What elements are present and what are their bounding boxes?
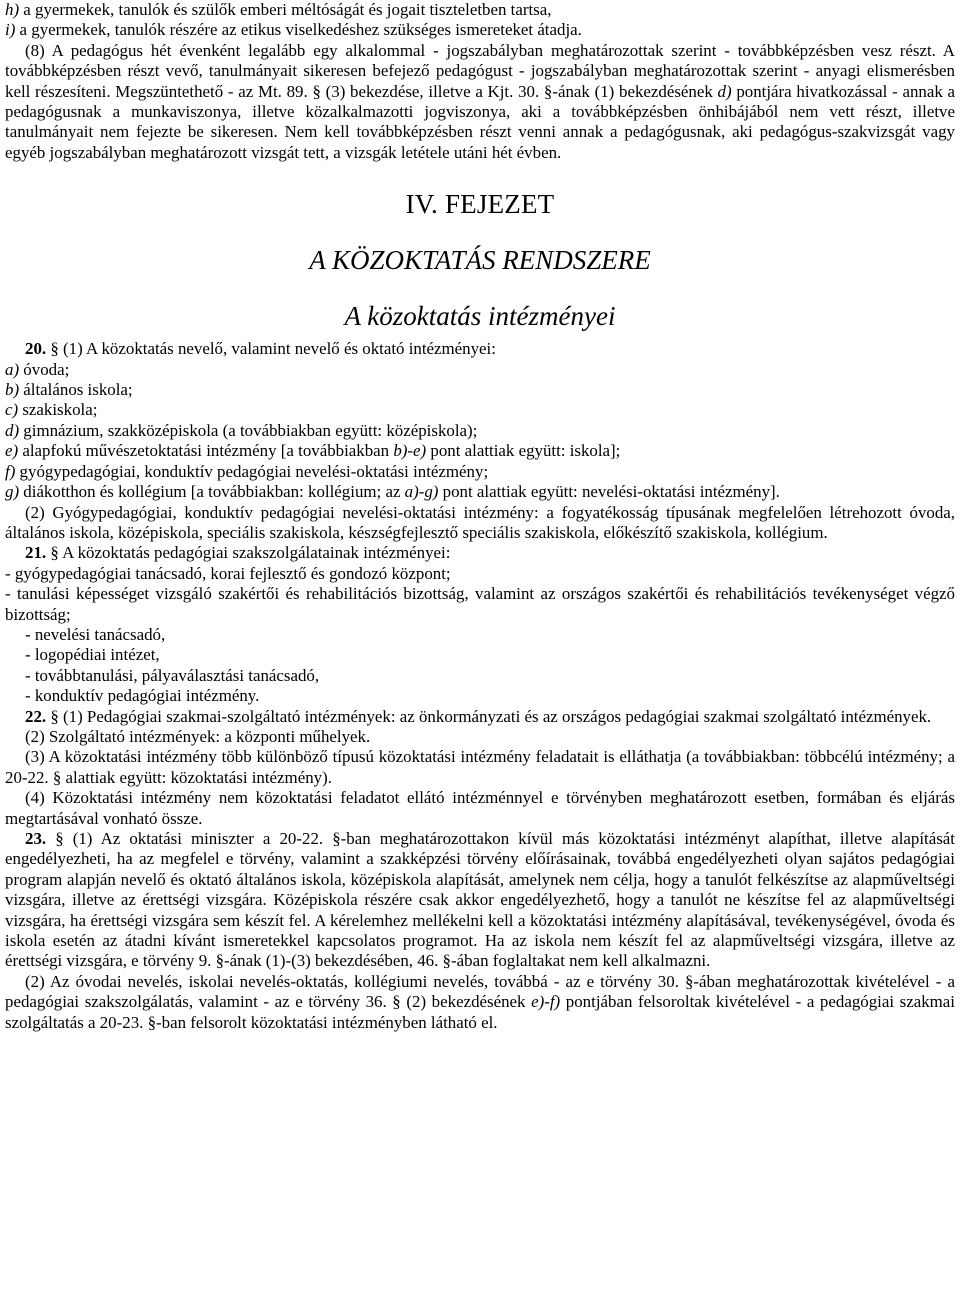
item-letter: a) — [5, 359, 20, 379]
section-20-paragraph-2: (2) Gyógypedagógiai, konduktív pedagógiai nevelési-oktatási intézmény: a fogyatékosság típusának megfelelően létrehozott óvoda, általános iskola, középiskola, speciális szakiskola, készségfejlesztő speciális szakiskola, előkészítő szakiskola, kollégium. — [5, 502, 955, 542]
item-letter: f) — [5, 461, 16, 481]
section-20-intro — [5, 339, 955, 359]
section-text: § A közoktatás pedagógiai szakszolgálatainak intézményei: — [46, 543, 451, 563]
chapter-heading: IV. FEJEZET — [405, 189, 555, 220]
list-item: - gyógypedagógiai tanácsadó, korai fejlesztő és gondozó központ; — [5, 563, 451, 583]
item-letter: b) — [5, 380, 20, 400]
item-text: diákotthon és kollégium [a továbbiakban: kollégium; az — [19, 482, 405, 502]
item-letter: c) — [5, 400, 19, 420]
list-item: - konduktív pedagógiai intézmény. — [25, 686, 260, 706]
section-text: pontjában felsoroltak kivételével - a pedagógiai szakmai szolgáltatás a 20-23. §-ban felsorolt közoktatási intézményben látható el. — [5, 992, 955, 1032]
list-item — [5, 360, 955, 380]
list-item: - tanulási képességet vizsgáló szakértői és rehabilitációs bizottság, valamint az országos szakértői és rehabilitációs tevékenységet végző bizottság; — [5, 584, 955, 624]
item-text: a gyermekek, tanulók részére az etikus viselkedéshez szükséges ismereteket átadja. — [15, 20, 582, 40]
section-22-paragraph-4: (4) Közoktatási intézmény nem közoktatási feladatot ellátó intézménnyel e törvényben meghatározott esetben, formában és eljárás megtartásával vonható össze. — [5, 788, 955, 828]
section-number: 23. — [25, 829, 47, 848]
section-22-paragraph-2: (2) Szolgáltató intézmények: a központi műhelyek. — [25, 726, 371, 746]
item-text: szakiskola; — [18, 400, 98, 420]
list-item-i — [5, 20, 955, 40]
item-text: óvoda; — [19, 359, 70, 379]
item-text: általános iskola; — [19, 380, 133, 400]
list-item: - nevelési tanácsadó, — [25, 624, 166, 644]
item-letter: g) — [5, 482, 20, 502]
item-text: pont alattiak együtt: iskola]; — [426, 441, 621, 461]
item-text: pont alattiak együtt: nevelési-oktatási intézmény]. — [438, 482, 780, 502]
item-text: a gyermekek, tanulók és szülők emberi méltóságát és jogait tiszteletben tartsa, — [19, 0, 552, 19]
paragraph-text: pontjára hivatkozással - annak a pedagógusnak a munkaviszonya, illetve közalkalmazotti jogviszonya, aki a továbbképzésben önhibájából nem vett részt, illetve tanulmányait nem fejezte be sikeresen. Nem kell továbbképzésben részt venni annak a pedagógusnak, aki pedagógus-szakvizsgát vagy egyéb jogszabályban meghatározott vizsgát tett, a vizsgák letétele utáni hét évben. — [5, 81, 955, 162]
paragraph-text: (8) A pedagógus hét évenként legalább egy alkalommal - jogszabályban meghatározottak szerint - továbbképzésben vesz részt. A továbbképzésben részt vevő, tanulmányait sikeresen befejező pedagógust - jogszabályban meghatározottak szerint - anyagi elismerésben kell részesíteni. Megszüntethető - az Mt. 89. § (3) bekezdése, illetve a Kjt. 30. §-ának (1) bekezdésének — [5, 40, 955, 101]
section-21-intro — [5, 543, 955, 563]
list-item — [5, 482, 955, 502]
section-text: (2) Az óvodai nevelés, iskolai nevelés-oktatás, kollégiumi nevelés, továbbá - az e törvény 30. §-ában meghatározottak kivételével - a pedagógiai szakszolgálatás, valamint - az e törvény 36. § (2) bekezdésének — [5, 971, 955, 1012]
list-item: - logopédiai intézet, — [25, 645, 160, 665]
section-22-paragraph-1 — [5, 707, 955, 727]
item-letter: i) — [5, 20, 16, 40]
section-23-paragraph-1 — [5, 829, 955, 972]
list-item — [5, 400, 955, 420]
point-ref: d) — [717, 81, 732, 101]
list-item-h — [5, 0, 955, 20]
list-item — [5, 462, 955, 482]
item-text: gimnázium, szakközépiskola (a továbbiakban együtt: középiskola); — [19, 420, 478, 440]
section-subtitle: A közoktatás intézményei — [344, 301, 616, 332]
paragraph-8 — [5, 41, 955, 163]
point-ref: a)-g) — [404, 482, 439, 502]
item-letter: e) — [5, 441, 19, 461]
section-23-paragraph-2 — [5, 972, 955, 1033]
list-item — [5, 380, 955, 400]
section-number: 20. — [25, 339, 47, 359]
item-text: gyógypedagógiai, konduktív pedagógiai nevelési-oktatási intézmény; — [15, 461, 489, 481]
item-text: alapfokú művészetoktatási intézmény [a továbbiakban — [18, 441, 394, 461]
list-item: - továbbtanulási, pályaválasztási tanácsadó, — [25, 665, 320, 685]
point-ref: b)-e) — [393, 441, 427, 461]
item-letter: h) — [5, 0, 20, 19]
list-item — [5, 421, 955, 441]
section-text: § (1) Az oktatási miniszter a 20-22. §-ban meghatározottakon kívül más közoktatási intézményt alapíthat, illetve alapítását engedélyezheti, ha az megfelel e törvény, valamint a szakképzési törvény előírásainak, továbbá engedélyezheti olyan sajátos pedagógiai program alapján nevelő és oktató általános iskola, középiskola alapítását, amelynek nem célja, hogy a tanulót felkészítse az alapműveltségi vizsgára, illetve az érettségi vizsgára. Középiskola részére csak akkor engedélyezhető, hogy a tanulót ne készítse fel az alapműveltségi vizsgára, ha érettségi vizsgára sem készít fel. A kérelemhez mellékelni kell a közoktatási intézmény alapításával, tevékenységével, óvoda és iskola esetén az átadni kívánt ismeretekkel kapcsolatos programot. Ha az iskola nem készít fel az alapműveltségi vizsgára, illetve az érettségi vizsgára, e törvény 9. §-ának (1)-(3) bekezdésében, 46. §-ában foglaltakat nem kell alkalmazni. — [5, 829, 955, 971]
item-letter: d) — [5, 420, 20, 440]
section-number: 22. — [25, 706, 47, 726]
chapter-heading-block — [5, 187, 955, 333]
section-text: § (1) Pedagógiai szakmai-szolgáltató intézmények: az önkormányzati és az országos pedagógiai szakmai szolgáltató intézmények. — [46, 706, 932, 726]
section-number: 21. — [25, 543, 47, 563]
section-22-paragraph-3: (3) A közoktatási intézmény több különböző típusú közoktatási intézmény feladatait is elláthatja (a továbbiakban: többcélú intézmény; a 20-22. § alattiak együtt: közoktatási intézmény). — [5, 747, 955, 787]
section-text: § (1) A közoktatás nevelő, valamint nevelő és oktató intézményei: — [46, 339, 496, 359]
point-ref: e)-f) — [531, 992, 561, 1012]
list-item — [5, 441, 955, 461]
chapter-title: A KÖZOKTATÁS RENDSZERE — [309, 245, 651, 276]
